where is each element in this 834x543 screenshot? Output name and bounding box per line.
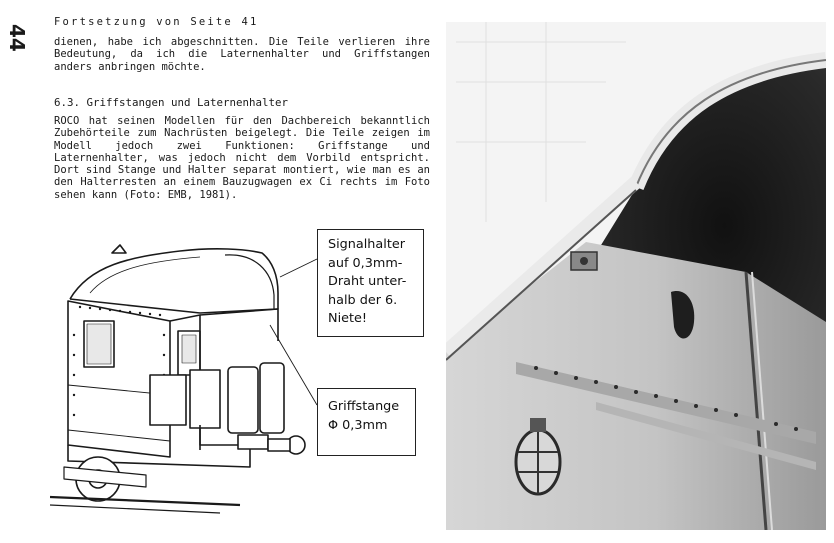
page-number: 44 bbox=[5, 24, 29, 52]
coach-end-photo bbox=[446, 22, 826, 530]
body-paragraph bbox=[54, 115, 430, 201]
coach-drawing bbox=[50, 235, 320, 520]
photo-lantern-holder bbox=[571, 252, 597, 270]
callout-grab-bar bbox=[317, 388, 416, 456]
end-box-right bbox=[190, 370, 220, 428]
track bbox=[50, 497, 240, 505]
roof-end-hood bbox=[225, 255, 274, 309]
end-box-left bbox=[150, 375, 186, 425]
callout-line: Φ 0,3mm bbox=[328, 417, 388, 433]
callout-line: Niete! bbox=[328, 311, 368, 326]
continued-from-label: Fortsetzung von Seite 41 bbox=[54, 16, 259, 28]
callout-line: Griffstange bbox=[328, 399, 400, 414]
section-heading: 6.3. Griffstangen und Laternenhalter bbox=[54, 96, 289, 109]
callout-line: auf 0,3mm- bbox=[328, 255, 403, 271]
callout-signal-holder bbox=[317, 229, 424, 337]
body-text: ROCO hat seinen Modellen für den Dachbereich bekanntlich Zubehörteile zum Nachrüsten beigelegt. Die Teile zeigen im Modell jedoch zwei Funktionen: Griffstange und Laternenhalter, was jedoch nicht dem Vorbild entspricht. Dort sind Stange und Halter separat montiert, wie man es an den Halterresten an einem Bauzugwagen ex Ci rechts im Foto sehen kann (Foto: EMB, 1981). bbox=[54, 115, 430, 201]
intro-paragraph bbox=[54, 36, 430, 73]
callout-line: Draht unter- bbox=[328, 274, 407, 289]
intro-text: dienen, habe ich abgeschnitten. Die Teile verlieren ihre Bedeutung, da ich die Laternenhalter und Griffstangen anders anbringen möchte. bbox=[54, 36, 430, 73]
callout-line: Signalhalter bbox=[328, 237, 405, 252]
callout-line: halb der 6. bbox=[328, 292, 398, 308]
leader-signal bbox=[280, 259, 317, 277]
